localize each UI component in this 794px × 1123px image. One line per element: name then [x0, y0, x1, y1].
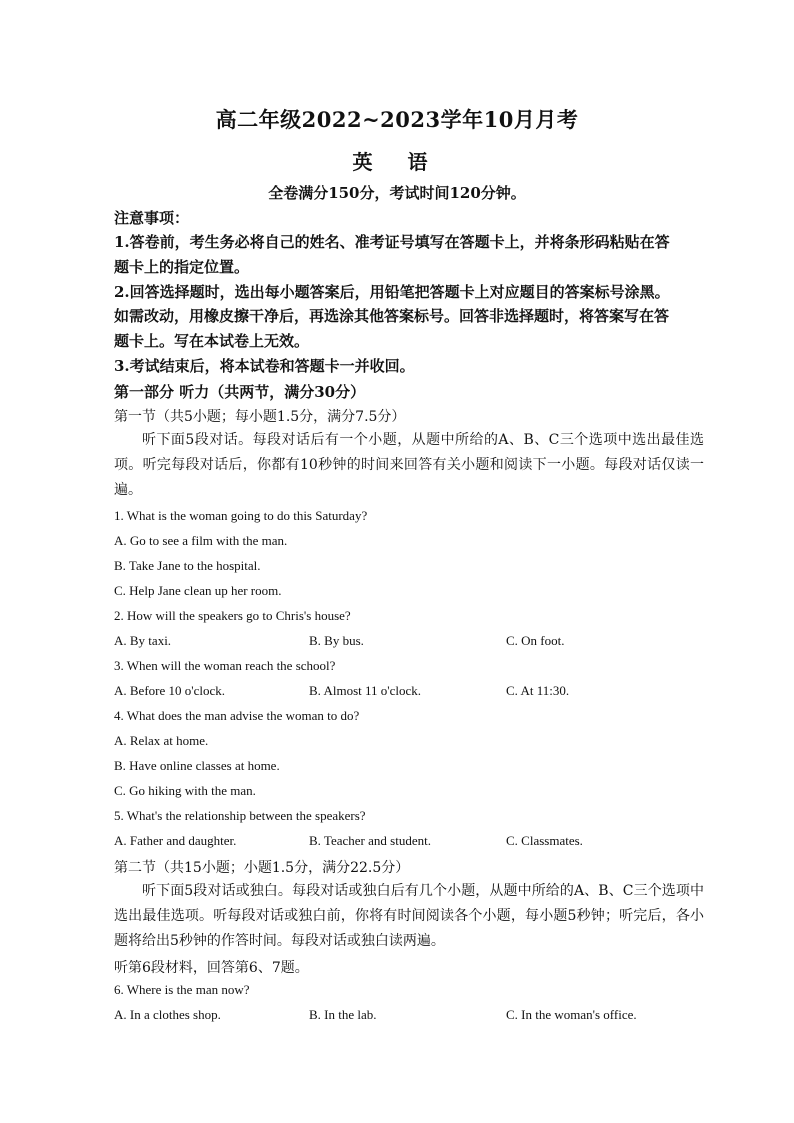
note-line: 题卡上。写在本试卷上无效。	[114, 332, 310, 350]
question-2: 2. How will the speakers go to Chris's house?	[114, 608, 351, 623]
question-3: 3. When will the woman reach the school?	[114, 658, 336, 673]
option-6b: B. In the lab.	[309, 1007, 377, 1022]
option-3b: B. Almost 11 o'clock.	[309, 683, 421, 698]
option-2a: A. By taxi.	[114, 633, 172, 648]
question-6: 6. Where is the man now?	[114, 982, 250, 997]
option-5a: A. Father and daughter.	[114, 833, 237, 848]
part1-heading: 第一部分 听力（共两节，满分30分）	[114, 383, 366, 401]
score-line: 全卷满分150分，考试时间120分钟。	[268, 184, 526, 202]
option-2c: C. On foot.	[506, 633, 565, 648]
option-3c: C. At 11:30.	[506, 683, 570, 698]
option-5c: C. Classmates.	[506, 833, 583, 848]
option-6c: C. In the woman's office.	[506, 1007, 637, 1022]
note-line: 如需改动，用橡皮擦干净后，再选涂其他答案标号。回答非选择题时，将答案写在答	[114, 307, 670, 325]
option-1c: C. Help Jane clean up her room.	[114, 583, 282, 598]
note-line: 题卡上的指定位置。	[114, 258, 250, 276]
option-5b: B. Teacher and student.	[309, 833, 431, 848]
material6-instruction: 听第6段材料，回答第6、7题。	[114, 960, 309, 976]
notes-heading: 注意事项：	[114, 209, 190, 227]
note-line: 1.答卷前，考生务必将自己的姓名、准考证号填写在答题卡上，并将条形码粘贴在答	[114, 233, 670, 251]
option-4b: B. Have online classes at home.	[114, 758, 280, 773]
question-1: 1. What is the woman going to do this Saturday?	[114, 508, 368, 523]
option-1a: A. Go to see a film with the man.	[114, 533, 288, 548]
option-4c: C. Go hiking with the man.	[114, 783, 256, 798]
option-2b: B. By bus.	[309, 633, 364, 648]
section2-heading: 第二节（共15小题；小题1.5分，满分22.5分）	[114, 860, 410, 876]
question-4: 4. What does the man advise the woman to do?	[114, 708, 360, 723]
option-6a: A. In a clothes shop.	[114, 1007, 221, 1022]
option-1b: B. Take Jane to the hospital.	[114, 558, 261, 573]
note-line: 3.考试结束后，将本试卷和答题卡一并收回。	[114, 357, 415, 375]
note-line: 2.回答选择题时，选出每小题答案后，用铅笔把答题卡上对应题目的答案标号涂黑。	[114, 283, 670, 301]
exam-title: 高二年级2022~2023学年10月月考	[215, 107, 579, 132]
section2-intro: 听下面5段对话或独白。每段对话或独白后有几个小题，从题中所给的A、B、C三个选项中选出最佳选项。听每段对话或独白前，你将有时间阅读各个小题，每小题5秒钟；听完后，各小题将给出5秒钟的作答时间。每段对话或独白读两遍。	[114, 883, 704, 949]
option-3a: A. Before 10 o'clock.	[114, 683, 226, 698]
section1-intro: 听下面5段对话。每段对话后有一个小题，从题中所给的A、B、C三个选项中选出最佳选项。听完每段对话后，你都有10秒钟的时间来回答有关小题和阅读下一小题。每段对话仅读一遍。	[114, 432, 704, 498]
subject-title: 英 语	[352, 150, 442, 174]
section1-heading: 第一节（共5小题；每小题1.5分，满分7.5分）	[114, 409, 406, 425]
option-4a: A. Relax at home.	[114, 733, 209, 748]
question-5: 5. What's the relationship between the speakers?	[114, 808, 366, 823]
